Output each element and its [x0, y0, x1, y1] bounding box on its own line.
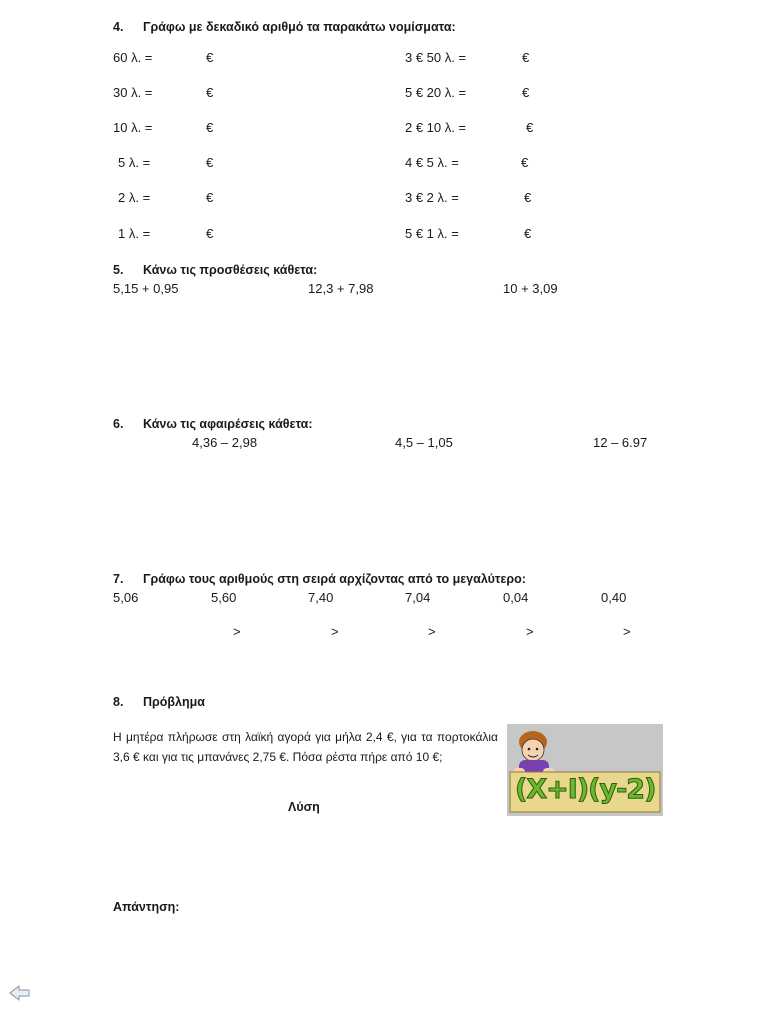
euro-sign: € [522, 85, 530, 100]
coin-left-row: 10 λ. = [113, 120, 153, 135]
order-number: 7,40 [308, 590, 334, 605]
order-number: 5,06 [113, 590, 139, 605]
order-number: 0,40 [601, 590, 627, 605]
addition-exercise: 10 + 3,09 [503, 281, 558, 296]
illustration-formula: (X+I)(y-2) [515, 774, 656, 805]
section-8-number: 8. [113, 695, 124, 709]
greater-than-sign: > [428, 624, 436, 639]
order-number: 7,04 [405, 590, 431, 605]
order-number: 0,04 [503, 590, 529, 605]
solution-label: Λύση [288, 800, 320, 814]
coin-left-row: 1 λ. = [118, 226, 151, 241]
section-6-title: Κάνω τις αφαιρέσεις κάθετα: [143, 417, 313, 431]
greater-than-sign: > [526, 624, 534, 639]
coin-right-row: 5 € 20 λ. = [405, 85, 467, 100]
euro-sign: € [206, 120, 214, 135]
math-illustration [507, 724, 663, 816]
euro-sign: € [206, 155, 214, 170]
coin-right-row: 4 € 5 λ. = [405, 155, 459, 170]
section-4-heading [113, 20, 456, 34]
answer-label: Απάντηση: [113, 900, 180, 914]
coin-right-row: 3 € 2 λ. = [405, 190, 459, 205]
coin-left-row: 2 λ. = [118, 190, 151, 205]
addition-exercise: 12,3 + 7,98 [308, 281, 374, 296]
greater-than-sign: > [623, 624, 631, 639]
section-5-title: Κάνω τις προσθέσεις κάθετα: [143, 263, 318, 277]
euro-sign: € [526, 120, 534, 135]
coin-right-row: 3 € 50 λ. = [405, 50, 467, 65]
subtraction-exercise: 12 – 6.97 [593, 435, 648, 450]
euro-sign: € [206, 85, 214, 100]
coin-left-row: 60 λ. = [113, 50, 153, 65]
section-5-heading [113, 263, 317, 277]
section-7-heading [113, 572, 526, 586]
section-4-number: 4. [113, 20, 124, 34]
order-number: 5,60 [211, 590, 237, 605]
section-8-heading [113, 695, 205, 709]
euro-sign: € [522, 50, 530, 65]
coin-left-row: 30 λ. = [113, 85, 153, 100]
euro-sign: € [521, 155, 529, 170]
addition-exercise: 5,15 + 0,95 [113, 281, 179, 296]
greater-than-sign: > [331, 624, 339, 639]
euro-sign: € [206, 226, 214, 241]
section-7-number: 7. [113, 572, 124, 586]
euro-sign: € [524, 190, 532, 205]
euro-sign: € [206, 190, 214, 205]
section-6-heading [113, 417, 313, 431]
subtraction-exercise: 4,5 – 1,05 [395, 435, 453, 450]
back-arrow-icon[interactable] [8, 983, 32, 1003]
coin-right-row: 5 € 1 λ. = [405, 226, 459, 241]
coin-left-row: 5 λ. = [118, 155, 151, 170]
section-8-title: Πρόβλημα [143, 695, 205, 709]
subtraction-exercise: 4,36 – 2,98 [192, 435, 258, 450]
problem-text: Η μητέρα πλήρωσε στη λαϊκή αγορά για μήλα 2,4 €, για τα πορτοκάλια 3,6 € και για τις μπανάνες 2,75 €. Πόσα ρέστα πήρε από 10 €; [113, 730, 498, 764]
section-4-title: Γράφω με δεκαδικό αριθμό τα παρακάτω νομίσματα: [143, 20, 456, 34]
section-5-number: 5. [113, 263, 124, 277]
euro-sign: € [524, 226, 532, 241]
euro-sign: € [206, 50, 214, 65]
section-6-number: 6. [113, 417, 124, 431]
section-7-title: Γράφω τους αριθμούς στη σειρά αρχίζοντας από το μεγαλύτερο: [143, 572, 526, 586]
coin-right-row: 2 € 10 λ. = [405, 120, 467, 135]
greater-than-sign: > [233, 624, 241, 639]
back-arrow-icon[interactable] [8, 983, 32, 1003]
